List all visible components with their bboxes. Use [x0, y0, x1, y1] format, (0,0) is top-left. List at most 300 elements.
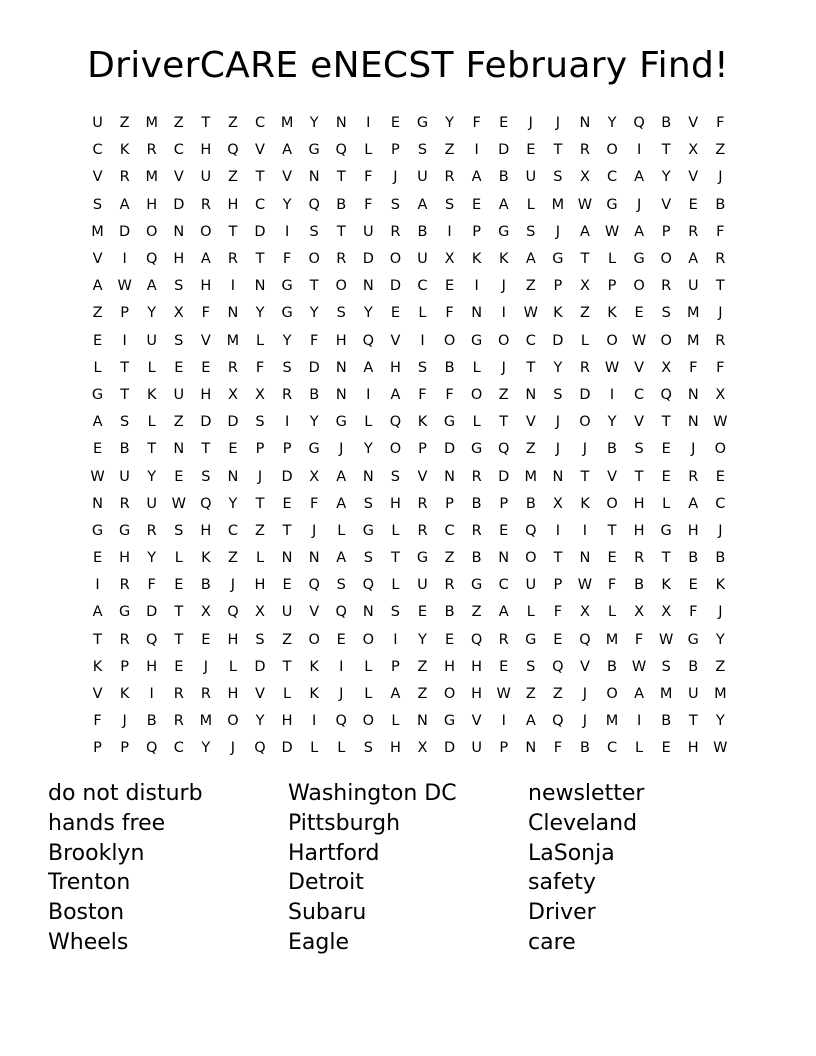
grid-letter: A: [525, 713, 536, 730]
grid-letter: U: [417, 577, 428, 594]
grid-letter: F: [364, 196, 373, 213]
grid-letter: Z: [444, 142, 455, 159]
grid-letter: L: [283, 686, 292, 703]
grid-letter: C: [92, 142, 103, 159]
grid-letter: S: [390, 468, 400, 485]
grid-letter: B: [119, 441, 130, 458]
grid-letter: N: [525, 740, 537, 757]
grid-letter: U: [146, 332, 157, 349]
grid-letter: R: [282, 386, 293, 403]
grid-letter: H: [633, 495, 645, 512]
grid-letter: T: [499, 414, 509, 431]
grid-letter: X: [200, 604, 211, 621]
grid-letter: D: [498, 468, 510, 485]
grid-letter: B: [715, 550, 726, 567]
grid-letter: A: [688, 495, 699, 512]
grid-letter: R: [390, 223, 401, 240]
grid-letter: H: [389, 495, 401, 512]
grid-letter: V: [688, 169, 699, 186]
grid-letter: C: [634, 386, 645, 403]
grid-letter: A: [498, 604, 509, 621]
grid-letter: T: [661, 142, 671, 159]
grid-letter: U: [281, 604, 293, 621]
grid-letter: R: [417, 522, 428, 539]
grid-letter: D: [227, 414, 239, 431]
grid-letter: O: [145, 223, 158, 240]
grid-letter: Y: [445, 115, 454, 132]
grid-letter: O: [335, 278, 347, 295]
grid-letter: L: [607, 604, 617, 621]
grid-letter: T: [661, 414, 671, 431]
grid-letter: F: [201, 305, 211, 322]
grid-letter: C: [525, 332, 536, 349]
grid-letter: J: [312, 522, 317, 539]
grid-letter: P: [282, 441, 292, 458]
grid-letter: T: [201, 441, 211, 458]
grid-letter: I: [501, 305, 506, 322]
letter-grid: [84, 110, 734, 763]
grid-letter: O: [389, 251, 402, 268]
grid-letter: Y: [201, 740, 211, 757]
grid-letter: G: [416, 115, 429, 132]
grid-letter: R: [146, 522, 157, 539]
grid-letter: V: [255, 142, 265, 159]
grid-letter: N: [362, 278, 374, 295]
grid-letter: B: [525, 495, 536, 512]
grid-letter: L: [255, 332, 265, 349]
grid-letter: F: [716, 359, 725, 376]
grid-letter: P: [553, 577, 563, 594]
grid-letter: L: [364, 414, 373, 431]
grid-letter: Y: [607, 115, 617, 132]
grid-letter: F: [445, 386, 454, 403]
grid-letter: B: [336, 196, 347, 213]
grid-row: [84, 654, 734, 681]
grid-letter: U: [471, 740, 482, 757]
grid-letter: X: [579, 604, 590, 621]
word-item: Cleveland: [528, 810, 638, 836]
grid-letter: J: [636, 196, 642, 213]
grid-letter: F: [282, 251, 292, 268]
grid-letter: L: [472, 414, 481, 431]
grid-letter: G: [362, 522, 374, 539]
grid-letter: G: [416, 550, 429, 567]
grid-row: [84, 627, 734, 654]
grid-letter: J: [230, 740, 236, 757]
grid-letter: G: [471, 441, 483, 458]
grid-letter: X: [309, 468, 320, 485]
grid-letter: S: [174, 278, 184, 295]
grid-letter: Q: [498, 441, 510, 458]
grid-letter: E: [661, 740, 671, 757]
grid-letter: J: [501, 359, 506, 376]
grid-letter: W: [496, 686, 511, 703]
grid-letter: N: [687, 386, 699, 403]
grid-letter: A: [579, 223, 590, 240]
grid-letter: S: [255, 631, 265, 648]
grid-letter: E: [472, 196, 482, 213]
grid-letter: S: [634, 441, 644, 458]
grid-letter: M: [687, 305, 700, 322]
grid-letter: L: [526, 604, 535, 621]
grid-letter: T: [715, 278, 725, 295]
grid-letter: F: [418, 386, 427, 403]
grid-letter: S: [444, 196, 455, 213]
grid-letter: C: [715, 495, 726, 512]
grid-letter: Y: [147, 550, 157, 567]
grid-letter: D: [146, 604, 158, 621]
grid-letter: Y: [147, 468, 157, 485]
grid-letter: U: [687, 278, 699, 295]
grid-letter: I: [582, 522, 588, 539]
grid-letter: A: [390, 386, 401, 403]
grid-letter: L: [147, 414, 156, 431]
grid-letter: Z: [119, 115, 130, 132]
grid-letter: L: [228, 658, 237, 675]
grid-letter: S: [363, 495, 373, 512]
grid-letter: P: [418, 441, 427, 458]
grid-row: [84, 219, 734, 246]
grid-letter: P: [472, 223, 481, 240]
grid-letter: H: [444, 658, 455, 675]
word-column: [288, 779, 528, 958]
grid-letter: Y: [255, 713, 265, 730]
grid-letter: L: [364, 142, 373, 159]
grid-letter: E: [228, 441, 238, 458]
grid-letter: V: [634, 414, 645, 431]
grid-letter: Y: [309, 115, 319, 132]
grid-letter: X: [173, 305, 184, 322]
grid-letter: J: [501, 278, 506, 295]
grid-letter: O: [606, 495, 618, 512]
grid-letter: O: [525, 550, 537, 567]
grid-letter: Y: [147, 305, 157, 322]
grid-letter: Q: [145, 631, 158, 648]
grid-letter: N: [498, 550, 510, 567]
grid-letter: M: [226, 332, 240, 349]
grid-letter: I: [420, 332, 425, 349]
grid-letter: O: [606, 332, 618, 349]
grid-letter: L: [662, 495, 671, 512]
grid-letter: C: [498, 577, 509, 594]
grid-letter: N: [444, 468, 455, 485]
grid-letter: K: [498, 251, 509, 268]
grid-letter: N: [173, 223, 185, 240]
grid-letter: S: [174, 332, 184, 349]
grid-letter: D: [308, 359, 320, 376]
grid-letter: X: [634, 604, 645, 621]
grid-letter: E: [390, 115, 400, 132]
grid-letter: W: [523, 305, 538, 322]
grid-letter: J: [230, 577, 236, 594]
grid-letter: V: [92, 251, 103, 268]
grid-letter: B: [661, 713, 672, 730]
grid-letter: F: [553, 604, 563, 621]
grid-letter: H: [471, 658, 483, 675]
grid-letter: I: [474, 278, 479, 295]
grid-letter: F: [445, 305, 454, 322]
grid-letter: K: [119, 686, 130, 703]
grid-letter: E: [92, 441, 103, 458]
grid-letter: O: [362, 713, 375, 730]
word-column: [48, 779, 288, 958]
grid-letter: L: [391, 522, 400, 539]
grid-row: [84, 137, 734, 164]
grid-letter: R: [498, 631, 509, 648]
grid-letter: T: [147, 441, 157, 458]
grid-letter: L: [635, 740, 644, 757]
grid-letter: J: [339, 441, 344, 458]
grid-letter: T: [607, 522, 617, 539]
grid-letter: S: [201, 468, 211, 485]
grid-letter: I: [555, 522, 560, 539]
grid-letter: L: [174, 550, 183, 567]
grid-letter: Q: [362, 577, 375, 594]
grid-letter: G: [281, 278, 293, 295]
word-item: safety: [528, 870, 596, 896]
grid-letter: Q: [227, 604, 239, 621]
grid-letter: H: [200, 142, 212, 159]
grid-letter: E: [390, 305, 400, 322]
grid-letter: R: [688, 223, 699, 240]
grid-letter: J: [582, 713, 588, 730]
grid-letter: B: [579, 740, 590, 757]
grid-letter: M: [145, 169, 158, 186]
grid-letter: O: [227, 713, 239, 730]
grid-letter: Y: [661, 169, 671, 186]
grid-letter: S: [120, 414, 130, 431]
grid-row: [84, 599, 734, 626]
word-item: care: [528, 929, 576, 955]
grid-letter: M: [91, 223, 104, 240]
grid-letter: I: [636, 713, 642, 730]
grid-letter: Q: [362, 332, 375, 349]
grid-letter: T: [228, 223, 238, 240]
grid-letter: T: [390, 550, 400, 567]
grid-letter: N: [579, 115, 591, 132]
grid-letter: O: [443, 686, 456, 703]
grid-letter: I: [393, 631, 398, 648]
grid-letter: K: [661, 577, 671, 594]
grid-letter: Z: [417, 658, 428, 675]
grid-letter: U: [525, 577, 537, 594]
grid-letter: V: [92, 686, 103, 703]
grid-letter: N: [471, 305, 483, 322]
grid-letter: N: [335, 386, 347, 403]
grid-letter: C: [173, 142, 184, 159]
grid-letter: H: [633, 522, 645, 539]
grid-letter: P: [499, 740, 509, 757]
grid-letter: E: [417, 604, 428, 621]
word-item: Hartford: [288, 840, 380, 866]
grid-letter: A: [336, 550, 347, 567]
grid-letter: V: [471, 713, 482, 730]
grid-letter: Z: [227, 550, 238, 567]
grid-letter: F: [716, 115, 725, 132]
grid-letter: R: [119, 495, 130, 512]
grid-letter: F: [607, 577, 617, 594]
grid-letter: G: [660, 522, 672, 539]
grid-letter: Z: [255, 522, 265, 539]
grid-letter: Q: [660, 386, 672, 403]
grid-letter: L: [391, 577, 400, 594]
grid-letter: Z: [715, 142, 726, 159]
grid-letter: C: [606, 740, 618, 757]
grid-letter: I: [312, 713, 317, 730]
grid-letter: J: [691, 441, 696, 458]
grid-letter: A: [336, 468, 347, 485]
grid-letter: A: [688, 251, 699, 268]
grid-letter: K: [417, 414, 428, 431]
grid-letter: R: [661, 278, 672, 295]
grid-letter: D: [281, 468, 293, 485]
grid-letter: N: [417, 713, 428, 730]
grid-letter: R: [173, 686, 184, 703]
grid-letter: O: [606, 686, 618, 703]
grid-row: [84, 735, 734, 762]
grid-letter: U: [525, 169, 537, 186]
grid-letter: R: [227, 251, 238, 268]
grid-letter: G: [308, 441, 320, 458]
grid-letter: Y: [255, 305, 265, 322]
grid-letter: K: [580, 495, 590, 512]
grid-letter: G: [552, 251, 564, 268]
grid-letter: M: [687, 332, 700, 349]
grid-letter: J: [718, 169, 723, 186]
grid-letter: T: [255, 495, 265, 512]
word-item: Driver: [528, 900, 596, 926]
grid-letter: G: [91, 522, 104, 539]
grid-letter: A: [634, 223, 645, 240]
grid-letter: L: [337, 740, 346, 757]
grid-letter: E: [282, 577, 292, 594]
grid-letter: B: [471, 550, 482, 567]
grid-letter: I: [447, 223, 452, 240]
grid-letter: M: [280, 115, 294, 132]
grid-letter: X: [255, 604, 265, 621]
grid-letter: T: [553, 142, 563, 159]
grid-letter: B: [309, 386, 320, 403]
grid-letter: B: [146, 713, 157, 730]
grid-letter: A: [92, 604, 103, 621]
grid-letter: G: [687, 631, 699, 648]
grid-letter: P: [120, 305, 129, 322]
grid-letter: V: [579, 658, 590, 675]
grid-letter: R: [227, 359, 238, 376]
grid-row: [84, 681, 734, 708]
grid-letter: B: [661, 115, 672, 132]
grid-letter: O: [308, 251, 320, 268]
grid-letter: R: [146, 142, 157, 159]
grid-letter: I: [230, 278, 236, 295]
grid-letter: V: [525, 414, 536, 431]
grid-letter: Y: [715, 713, 725, 730]
grid-letter: Q: [335, 604, 347, 621]
grid-letter: J: [528, 115, 533, 132]
grid-letter: E: [92, 332, 103, 349]
grid-letter: N: [335, 359, 347, 376]
grid-letter: H: [227, 196, 239, 213]
grid-letter: O: [362, 631, 375, 648]
grid-letter: Z: [525, 686, 536, 703]
grid-letter: F: [93, 713, 102, 730]
grid-letter: E: [201, 359, 211, 376]
grid-letter: I: [95, 577, 100, 594]
grid-letter: L: [580, 332, 589, 349]
grid-letter: V: [200, 332, 211, 349]
grid-letter: A: [363, 359, 374, 376]
grid-letter: Z: [173, 115, 184, 132]
grid-letter: N: [687, 414, 699, 431]
grid-letter: A: [498, 196, 509, 213]
grid-letter: J: [555, 115, 560, 132]
grid-letter: H: [173, 251, 185, 268]
grid-letter: S: [363, 740, 373, 757]
grid-letter: D: [173, 196, 185, 213]
grid-row: [84, 572, 734, 599]
grid-letter: V: [282, 169, 293, 186]
grid-letter: Q: [633, 115, 645, 132]
grid-letter: L: [472, 359, 481, 376]
grid-letter: S: [417, 142, 428, 159]
grid-letter: X: [255, 386, 265, 403]
grid-letter: F: [472, 115, 481, 132]
grid-letter: H: [146, 196, 158, 213]
grid-letter: B: [444, 604, 455, 621]
grid-letter: N: [227, 305, 239, 322]
grid-letter: Q: [525, 522, 537, 539]
grid-row: [84, 382, 734, 409]
grid-letter: G: [335, 414, 347, 431]
grid-letter: H: [687, 522, 699, 539]
grid-letter: J: [122, 713, 127, 730]
grid-letter: E: [526, 142, 536, 159]
grid-letter: D: [443, 740, 456, 757]
grid-letter: Y: [553, 359, 563, 376]
grid-letter: H: [254, 577, 266, 594]
grid-letter: Z: [173, 414, 184, 431]
grid-letter: D: [498, 142, 510, 159]
grid-letter: S: [336, 305, 346, 322]
grid-letter: R: [715, 332, 726, 349]
grid-letter: I: [636, 142, 642, 159]
grid-letter: R: [119, 631, 130, 648]
grid-letter: P: [120, 658, 129, 675]
grid-letter: H: [200, 278, 212, 295]
grid-letter: R: [471, 522, 482, 539]
grid-letter: O: [443, 332, 456, 349]
grid-letter: N: [281, 550, 293, 567]
grid-letter: N: [308, 550, 320, 567]
word-item: Wheels: [48, 929, 129, 955]
grid-letter: U: [146, 495, 157, 512]
grid-letter: B: [444, 359, 455, 376]
grid-letter: J: [718, 604, 723, 621]
grid-letter: V: [390, 332, 401, 349]
grid-letter: T: [255, 251, 265, 268]
grid-letter: Y: [282, 332, 292, 349]
grid-letter: U: [200, 169, 212, 186]
grid-letter: Q: [227, 142, 239, 159]
grid-letter: Z: [579, 305, 590, 322]
grid-letter: D: [552, 332, 564, 349]
grid-letter: A: [634, 169, 645, 186]
grid-letter: M: [605, 631, 619, 648]
grid-letter: U: [417, 251, 428, 268]
grid-letter: G: [308, 142, 320, 159]
grid-letter: M: [524, 468, 538, 485]
grid-letter: E: [715, 468, 725, 485]
